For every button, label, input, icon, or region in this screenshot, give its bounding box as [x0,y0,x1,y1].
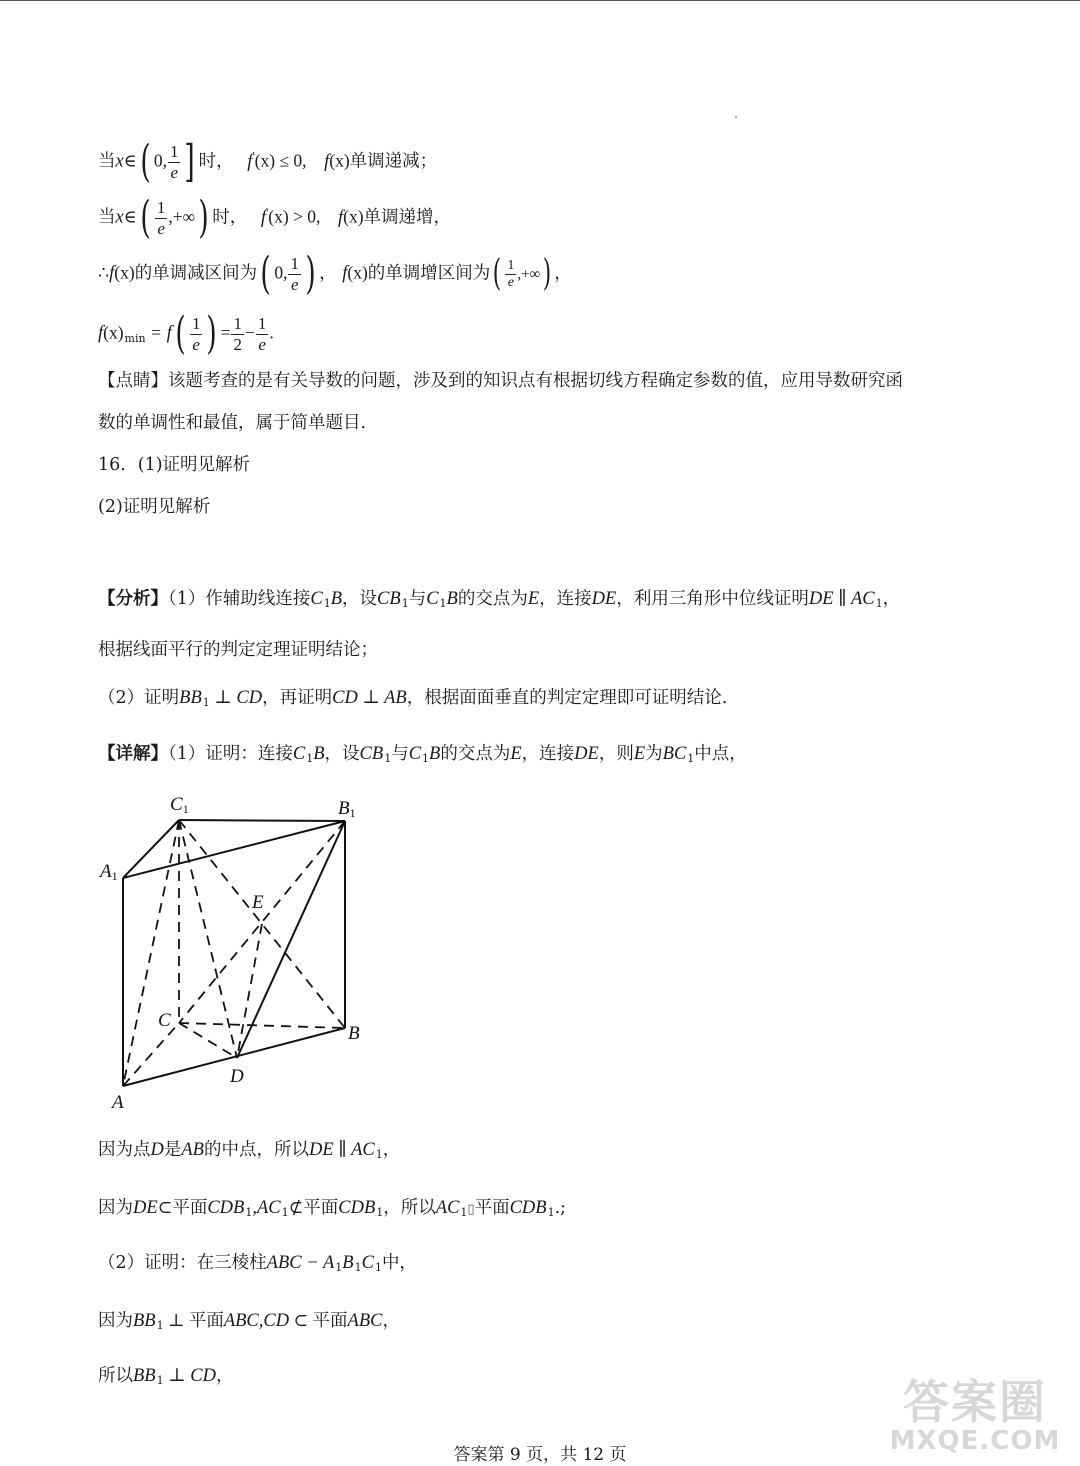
text: .; [554,1198,567,1218]
subscript: 1 [401,597,409,610]
math: E [510,744,522,764]
math: E [633,744,646,764]
detail-line1 [98,742,747,771]
section-tag: 【详解】 [98,744,168,764]
func-f: f [342,263,348,284]
fraction-1-over-2 [231,314,244,355]
text: 与 [391,744,409,764]
text: 平面 [312,1311,348,1331]
interval-end: ,+∞ [168,206,196,227]
detail-line2 [98,1138,400,1167]
func-arg: (x) [343,206,364,227]
interval-end: ,+∞ [517,266,541,283]
text: 是 [163,1140,182,1160]
func-f: f [338,207,344,228]
func-arg: (x) [329,150,350,171]
subscript-min: min [124,331,146,345]
text: 时， [198,151,234,172]
subscript: 1 [439,597,447,610]
func-f: f [260,207,266,228]
equals: = [220,322,231,343]
speck [735,116,737,118]
math: ABC − A [266,1253,335,1273]
math: C [310,589,323,609]
equals: = [151,322,162,343]
func-f: f [98,323,104,344]
math: BC [662,744,687,764]
fraction-1-over-e [168,142,181,183]
math: B [429,744,441,764]
subscript: 1 [375,1148,383,1161]
math: E [527,589,540,609]
text: （2）证明 [98,688,180,708]
numerator: 1 [233,313,242,333]
text: ， [319,263,337,284]
edge-ac [123,1023,179,1086]
numerator: 1 [169,141,179,161]
subscript: 1 [384,752,392,765]
denominator: e [170,162,178,182]
subscript: 1 [374,1261,382,1274]
math: DE [591,589,617,609]
text: 当 [98,207,116,228]
subscript: 1 [281,1206,289,1219]
math: AC [435,1198,460,1218]
interval-start: 0, [274,262,288,283]
prism-diagram [96,790,376,1120]
detail-line4 [98,1251,417,1280]
text: （2）证明：在三棱柱 [98,1253,267,1273]
text: 的中点，所以 [203,1140,309,1160]
numerator: 1 [257,313,267,333]
math: AB [181,1140,204,1160]
bracket-open: ( [140,192,151,243]
text: 与 [408,589,427,609]
answer-16-part2: (2)证明见解析 [98,497,211,517]
watermark-text-bottom: MXQE.COM [889,1426,1061,1456]
numerator: 1 [156,197,166,217]
func-f: f [247,151,253,172]
denominator: e [192,334,200,354]
math: CDB [207,1198,245,1218]
text: ，设 [342,589,378,609]
func-f: f [109,263,115,284]
line-interval-decreasing: 当x∈( 0, $\frac{1}{e}$ ] 时， f′(x) ≤ 0, f(x)单调递减； [98,136,438,187]
text: 时， [212,207,248,228]
text: 为 [645,744,663,764]
label-e: E [252,892,264,913]
subscript: 1 [354,1261,362,1274]
numerator: 1 [191,313,201,333]
label-c1: C1 [170,794,189,816]
text: 的单调增区间为 [367,263,491,284]
denominator: e [507,274,514,290]
var-x: x [115,151,124,172]
detail-line6 [98,1364,233,1393]
func-f: f [166,323,172,344]
text: 平面 [188,1311,224,1331]
edge-cd [179,1023,237,1058]
math: CB [377,589,401,609]
var-x: x [115,207,124,228]
subscript: 1 [547,1206,555,1219]
derivative-condition: (x) > 0, [268,206,321,227]
symbol-subset: ⊂ [289,1310,313,1330]
top-rule [0,0,1080,1]
math: CD ⊥ AB [332,688,407,708]
label-c: C [158,1010,171,1031]
subscript: 1 [156,1319,164,1332]
bracket-close: ] [184,136,196,187]
line-monotonic-intervals [98,248,572,299]
text: 因为 [98,1198,133,1218]
subscript: 1 [460,1206,468,1219]
edge-cb [179,1023,345,1028]
math: ⊥ CD [209,688,263,708]
math: C [292,744,306,764]
edge-c1a [123,820,179,1086]
page-footer: 答案第 9 页，共 12 页 [453,1445,627,1465]
interval-start: 0, [153,150,167,171]
text: 中， [381,1253,417,1273]
prism-svg [96,790,376,1120]
text: 的交点为 [457,589,528,609]
text: ，则 [598,744,634,764]
derivative-condition: (x) ≤ 0, [254,150,307,171]
text: ， [382,1311,400,1331]
math: B [446,589,458,609]
math: DE ∥ AC [308,1140,375,1160]
math: CDB [338,1198,376,1218]
text: ，利用三角形中位线证明 [616,589,809,609]
math: ,AC [252,1198,281,1218]
math: ABC [347,1311,383,1331]
math: C [361,1253,374,1273]
edge-a1b1 [123,821,345,878]
bracket-open: ( [493,253,502,294]
text: 所以 [98,1366,133,1386]
section-tag: 【分析】 [98,589,168,609]
text: 当 [98,151,116,172]
subscript: 1 [376,1206,384,1219]
detail-line5 [98,1308,400,1338]
math: CB [359,744,384,764]
math: BB [179,688,202,708]
edge-b1d [237,821,345,1058]
math: B [342,1253,354,1273]
denominator: 2 [233,334,242,354]
line-interval-increasing: 当x∈( $\frac{1}{e}$ ,+∞) 时， f′(x) > 0, f(x)单调递增， [98,192,452,243]
subscript: 1 [422,752,430,765]
fraction-1-over-e [155,198,168,239]
math: DE [133,1198,158,1218]
math: B [313,744,325,764]
func-arg: (x) [114,262,135,283]
subscript: 1 [875,597,883,610]
text: ， [882,589,901,609]
subscript: 1 [245,1206,253,1219]
math: B [330,589,343,609]
answer-16-part1: 16．(1)证明见解析 [98,455,251,475]
label-d: D [230,1066,244,1087]
analysis-line2: 根据线面平行的判定定理证明结论； [98,640,378,660]
label-b1: B1 [338,798,356,820]
text: ， [554,263,572,284]
bracket-close: ) [305,248,316,299]
analysis-line1 [98,587,900,616]
bracket-open: ( [140,136,151,187]
text: ，所以 [383,1198,436,1218]
text: 平面 [172,1198,208,1218]
label-b: B [348,1023,360,1044]
math: C [426,589,439,609]
text: ，根据面面垂直的判定定理即可证明结论. [406,688,728,708]
text: ，设 [324,744,360,764]
comment-paragraph-line2: 数的单调性和最值，属于简单题目. [98,413,367,433]
text: ， [215,1366,234,1386]
math: DE ∥ AC [808,589,875,609]
symbol-parallel-placeholder: ▯ [467,1201,475,1216]
text: （1）作辅助线连接 [168,589,311,609]
text: 的单调减区间为 [134,263,258,284]
fraction-1-over-e [288,254,301,295]
detail-line3 [98,1195,566,1225]
text: ， [382,1140,401,1160]
comment-paragraph-line1: 【点睛】该题考查的是有关导数的问题，涉及到的知识点有根据切线方程确定参数的值，应用导数研究函 [98,371,903,391]
minus: − [244,322,255,343]
subscript: 1 [323,597,331,610]
text: 平面 [474,1198,510,1218]
math: ABC,CD [223,1311,290,1331]
func-arg: (x) [347,262,368,283]
watermark-text-top: 答案圈 [903,1375,1047,1429]
period: . [269,322,274,343]
edge-de [237,924,262,1058]
bracket-close: ) [206,308,218,359]
math: CDB [509,1198,547,1218]
func-arg: (x) [103,322,124,343]
math: BB [133,1366,156,1386]
text: 的交点为 [440,744,511,764]
label-a: A [112,1092,124,1113]
text: （1）证明：连接 [168,744,293,764]
fraction-1-over-e [505,258,516,291]
edge-c1b1 [179,820,345,821]
subscript: 1 [156,1374,164,1387]
bracket-close: ) [543,253,552,294]
symbol-in: ∈ [123,150,137,171]
analysis-line3 [98,686,727,715]
symbol-not-subset: ⊄ [288,1197,304,1217]
numerator: 1 [507,257,515,273]
math: DE [574,744,599,764]
math: C [408,744,422,764]
text: 中点， [694,744,747,764]
func-f: f [324,151,330,172]
text: ，再证明 [262,688,333,708]
symbol-subset: ⊂ [157,1197,173,1217]
text: 平面 [303,1198,339,1218]
bracket-open: ( [175,308,186,359]
watermark-logo [880,1375,1070,1462]
edge-c1a1 [123,820,179,878]
bracket-close: ) [198,192,209,243]
text: ，连接 [539,589,592,609]
therefore-symbol: ∴ [98,262,110,283]
math: ⊥ CD [163,1366,216,1386]
subscript: 1 [306,752,314,765]
denominator: e [157,218,165,238]
subscript: 1 [335,1261,343,1274]
label-a1: A1 [100,861,118,883]
text: 因为 [98,1311,133,1331]
math: BB [133,1311,156,1331]
numerator: 1 [290,253,299,273]
text: 因为点 [98,1140,151,1160]
math: D [150,1140,164,1160]
text: 单调递增， [363,207,452,228]
denominator: e [258,334,266,354]
subscript: 1 [202,696,210,709]
denominator: e [290,274,299,294]
subscript: 1 [687,752,695,765]
line-minimum-value [98,308,274,359]
bracket-open: ( [260,248,271,299]
fraction-1-over-e [190,314,203,355]
symbol-perp: ⊥ [163,1310,189,1330]
text: ，连接 [521,744,575,764]
fraction-1-over-e [256,314,269,355]
text: 单调递减； [349,151,438,172]
symbol-in: ∈ [123,206,137,227]
